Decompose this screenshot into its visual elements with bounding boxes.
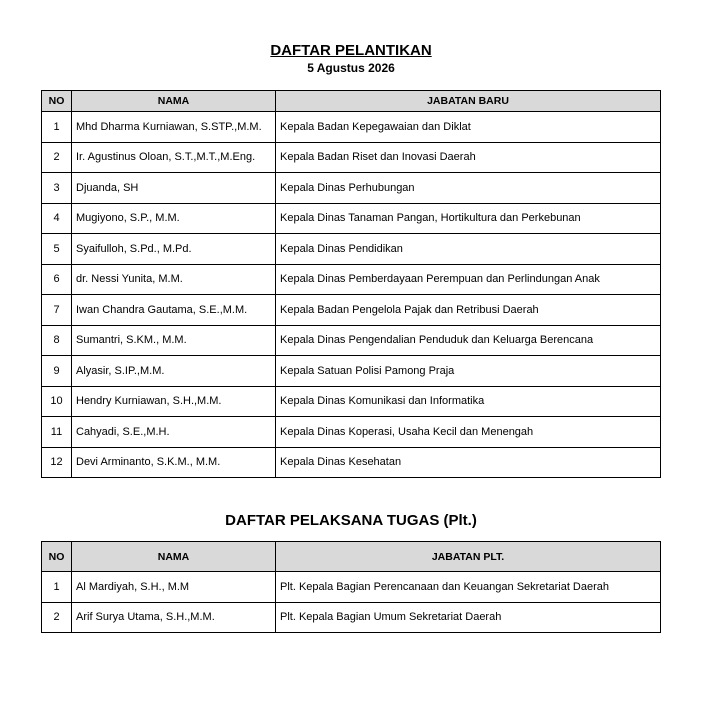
row-name: Mhd Dharma Kurniawan, S.STP.,M.M. — [72, 112, 276, 143]
document-title: DAFTAR PELANTIKAN — [270, 42, 432, 59]
row-number: 6 — [42, 264, 72, 295]
row-name: Hendry Kurniawan, S.H.,M.M. — [72, 386, 276, 417]
row-name: Ir. Agustinus Oloan, S.T.,M.T.,M.Eng. — [72, 142, 276, 173]
table-row — [42, 264, 661, 295]
table-row — [42, 602, 661, 633]
row-number: 1 — [42, 572, 72, 603]
table-row — [42, 325, 661, 356]
appointment-table — [41, 90, 661, 478]
row-name: Cahyadi, S.E.,M.H. — [72, 417, 276, 448]
header-no: NO — [42, 542, 72, 572]
row-name: Syaifulloh, S.Pd., M.Pd. — [72, 234, 276, 265]
table-row — [42, 386, 661, 417]
table-row — [42, 142, 661, 173]
row-name: Alyasir, S.IP.,M.M. — [72, 356, 276, 387]
row-number: 7 — [42, 295, 72, 326]
table-header-row — [42, 542, 661, 572]
row-position: Kepala Satuan Polisi Pamong Praja — [276, 356, 661, 387]
document-date: 5 Agustus 2026 — [307, 61, 395, 75]
table-header-row — [42, 91, 661, 112]
row-number: 12 — [42, 447, 72, 478]
table-row — [42, 173, 661, 204]
row-position: Kepala Dinas Pengendalian Penduduk dan Keluarga Berencana — [276, 325, 661, 356]
row-position: Kepala Dinas Komunikasi dan Informatika — [276, 386, 661, 417]
row-number: 2 — [42, 142, 72, 173]
header-no: NO — [42, 91, 72, 112]
row-position: Kepala Badan Pengelola Pajak dan Retribusi Daerah — [276, 295, 661, 326]
row-name: Devi Arminanto, S.K.M., M.M. — [72, 447, 276, 478]
row-name: Mugiyono, S.P., M.M. — [72, 203, 276, 234]
row-name: Iwan Chandra Gautama, S.E.,M.M. — [72, 295, 276, 326]
plt-table-body — [42, 572, 661, 633]
row-number: 8 — [42, 325, 72, 356]
row-position: Plt. Kepala Bagian Umum Sekretariat Daerah — [276, 602, 661, 633]
row-number: 4 — [42, 203, 72, 234]
table-row — [42, 417, 661, 448]
row-name: Arif Surya Utama, S.H.,M.M. — [72, 602, 276, 633]
row-position: Kepala Badan Riset dan Inovasi Daerah — [276, 142, 661, 173]
row-position: Kepala Dinas Pemberdayaan Perempuan dan Perlindungan Anak — [276, 264, 661, 295]
header-nama: NAMA — [72, 91, 276, 112]
section-title-plt: DAFTAR PELAKSANA TUGAS (Plt.) — [225, 512, 477, 529]
row-name: dr. Nessi Yunita, M.M. — [72, 264, 276, 295]
table-row — [42, 295, 661, 326]
row-number: 10 — [42, 386, 72, 417]
plt-table — [41, 541, 661, 633]
row-number: 5 — [42, 234, 72, 265]
row-number: 1 — [42, 112, 72, 143]
row-position: Kepala Dinas Pendidikan — [276, 234, 661, 265]
row-position: Plt. Kepala Bagian Perencanaan dan Keuangan Sekretariat Daerah — [276, 572, 661, 603]
row-number: 2 — [42, 602, 72, 633]
row-position: Kepala Dinas Koperasi, Usaha Kecil dan Menengah — [276, 417, 661, 448]
row-position: Kepala Badan Kepegawaian dan Diklat — [276, 112, 661, 143]
table-row — [42, 356, 661, 387]
table-row — [42, 112, 661, 143]
table-row — [42, 234, 661, 265]
row-position: Kepala Dinas Kesehatan — [276, 447, 661, 478]
row-number: 9 — [42, 356, 72, 387]
row-name: Al Mardiyah, S.H., M.M — [72, 572, 276, 603]
table-row — [42, 447, 661, 478]
table-row — [42, 572, 661, 603]
header-jabatan-plt: JABATAN PLT. — [276, 542, 661, 572]
row-name: Djuanda, SH — [72, 173, 276, 204]
table-row — [42, 203, 661, 234]
header-nama: NAMA — [72, 542, 276, 572]
row-number: 3 — [42, 173, 72, 204]
row-position: Kepala Dinas Tanaman Pangan, Hortikultura dan Perkebunan — [276, 203, 661, 234]
row-name: Sumantri, S.KM., M.M. — [72, 325, 276, 356]
row-number: 11 — [42, 417, 72, 448]
row-position: Kepala Dinas Perhubungan — [276, 173, 661, 204]
header-jabatan-baru: JABATAN BARU — [276, 91, 661, 112]
appointment-table-body — [42, 112, 661, 478]
